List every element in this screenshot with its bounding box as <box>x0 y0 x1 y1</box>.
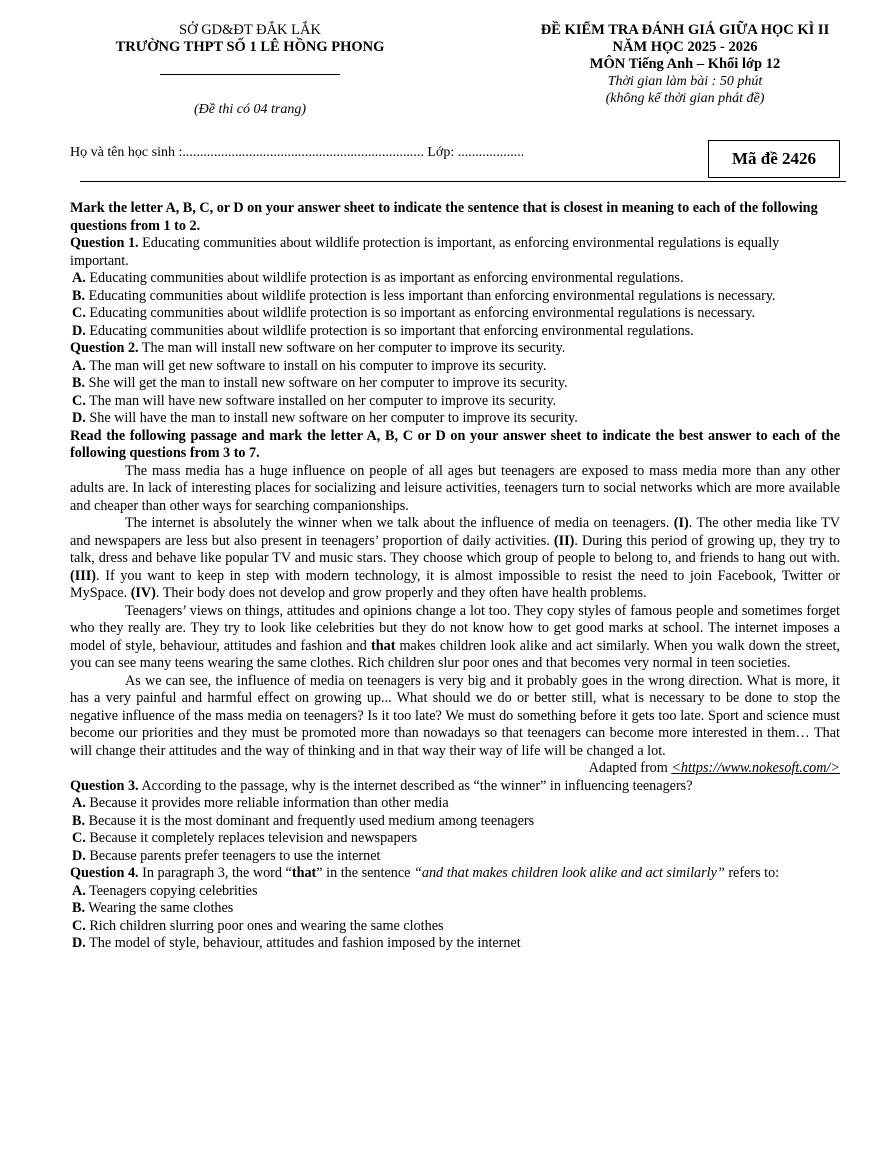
q4-option-c: C. Rich children slurring poor ones and wearing the same clothes <box>72 917 444 934</box>
subject-line: MÔN Tiếng Anh – Khối lớp 12 <box>589 56 781 72</box>
passage-source: Adapted from <https://www.nokesoft.com/> <box>588 760 840 776</box>
passage-paragraph-3: Teenagers’ views on things, attitudes and opinions change a lot too. They copy styles of famous people and sometimes forget who they really are. They try to look like celebrities but they do not know how to get good marks at school. The internet imposes a model of style, behaviour, attitudes and fashion and that makes children look alike and act similarly. When you walk down the street, you can see many teens wearing the same clothes. Rich children slur poor ones and that becomes very normal in teen societies. <box>70 602 841 671</box>
q1-option-a: A. Educating communities about wildlife protection is as important as enforcing environmental regulations. <box>72 270 684 286</box>
q2-option-c: C. The man will have new software installed on her computer to improve its security. <box>72 392 557 409</box>
exam-content <box>70 200 840 953</box>
q2-option-a: A. The man will get new software to install on his computer to improve its security. <box>72 357 547 374</box>
header-bottom-rule <box>80 181 846 182</box>
question-3: Question 3. According to the passage, why is the internet described as “the winner” in influencing teenagers? <box>70 777 693 794</box>
q4-option-a: A. Teenagers copying celebrities <box>72 882 258 899</box>
question-2: Question 2. The man will install new software on her computer to improve its security. <box>70 340 566 356</box>
time-note: (không kể thời gian phát đề) <box>605 91 765 106</box>
q3-option-d: D. Because parents prefer teenagers to use the internet <box>72 847 381 864</box>
header-left <box>70 22 430 118</box>
q1-option-c: C. Educating communities about wildlife protection is so important as enforcing environmental regulations is necessary. <box>72 305 756 321</box>
time-limit: Thời gian làm bài : 50 phút <box>607 74 763 89</box>
section2-instruction: Read the following passage and mark the letter A, B, C or D on your answer sheet to indicate the best answer to each of the following questions from 3 to 7. <box>70 427 840 461</box>
q1-option-d: D. Educating communities about wildlife protection is so important that enforcing environmental regulations. <box>72 322 694 339</box>
marker-iv: (IV) <box>130 585 156 601</box>
pages-note: (Đề thi có 04 trang) <box>194 102 306 117</box>
question-1: Question 1. Educating communities about wildlife protection is important, as enforcing environmental regulations is equally important. <box>70 235 780 269</box>
q3-option-a: A. Because it provides more reliable information than other media <box>72 795 449 811</box>
q3-option-c: C. Because it completely replaces television and newspapers <box>72 830 418 846</box>
passage-paragraph-4: As we can see, the influence of media on teenagers is very big and it probably goes in the wrong direction. What is more, it has a very painful and harmful effect on growing up... What should we do or better still, what is necessary to be done to stop the negative influence of the mass media on teenagers? Is it too late? We must do something before it gets too late. Sport and science must become our priorities and they must be promoted more than nowadays so that teenagers can become more interested in them… That will change their attitudes and the way of thinking and in that way their way of life will be changed a lot. <box>70 672 840 759</box>
question-4: Question 4. In paragraph 3, the word “that” in the sentence “and that makes children look alike and act similarly” refers to: <box>70 865 780 881</box>
section1-instruction: Mark the letter A, B, C, or D on your answer sheet to indicate the sentence that is closest in meaning to each of the following questions from 1 to 2. <box>70 200 818 234</box>
exam-code-box: Mã đề 2426 <box>708 140 840 178</box>
q4-option-d: D. The model of style, behaviour, attitudes and fashion imposed by the internet <box>72 935 521 951</box>
student-info-line: Họ và tên học sinh :..................................................................... Lớp: ................... <box>70 145 525 160</box>
q2-option-b: B. She will get the man to install new software on her computer to improve its security. <box>72 375 568 391</box>
q4-option-b: B. Wearing the same clothes <box>72 900 234 916</box>
marker-i: (I) <box>673 515 689 531</box>
highlighted-word-that: that <box>370 637 396 654</box>
marker-ii: (II) <box>553 532 575 549</box>
q3-option-b: B. Because it is the most dominant and frequently used medium among teenagers <box>72 812 535 829</box>
marker-iii: (III) <box>70 567 97 584</box>
header-divider <box>160 74 340 75</box>
exam-title: ĐỀ KIỂM TRA ĐÁNH GIÁ GIỮA HỌC KÌ II <box>540 22 830 38</box>
passage-paragraph-2: The internet is absolutely the winner when we talk about the influence of media on teenagers. (I). The other media like TV and newspapers are less but also present in teenagers’ proportion of daily activities. (II). During this period of growing up, they try to talk, dress and behave like popular TV and music stars. They choose which group of people to belong to, and friends to hang out with.(III). If you want to keep in step with modern technology, it is almost impossible to resist the need to join Facebook, Twitter or MySpace. (IV). Their body does not develop and grow properly and they often have health problems. <box>70 515 841 601</box>
q1-option-b: B. Educating communities about wildlife protection is less important than enforcing environmental regulations is necessary. <box>72 287 776 304</box>
header-right <box>500 22 870 107</box>
passage-paragraph-1: The mass media has a huge influence on people of all ages but teenagers are exposed to mass media more than any other adults are. In lack of interesting places for socializing and leisure activities, teenagers turn to social networks which are more available and cheaper than other ways for searching companionships. <box>70 462 840 514</box>
source-link[interactable]: <https://www.nokesoft.com/> <box>671 760 840 776</box>
q2-option-d: D. She will have the man to install new software on her computer to improve its security. <box>72 410 578 426</box>
school-year: NĂM HỌC 2025 - 2026 <box>612 39 758 55</box>
department-name: SỞ GD&ĐT ĐẮK LẮK <box>179 22 321 38</box>
school-name: TRƯỜNG THPT SỐ 1 LÊ HỒNG PHONG <box>115 39 385 55</box>
